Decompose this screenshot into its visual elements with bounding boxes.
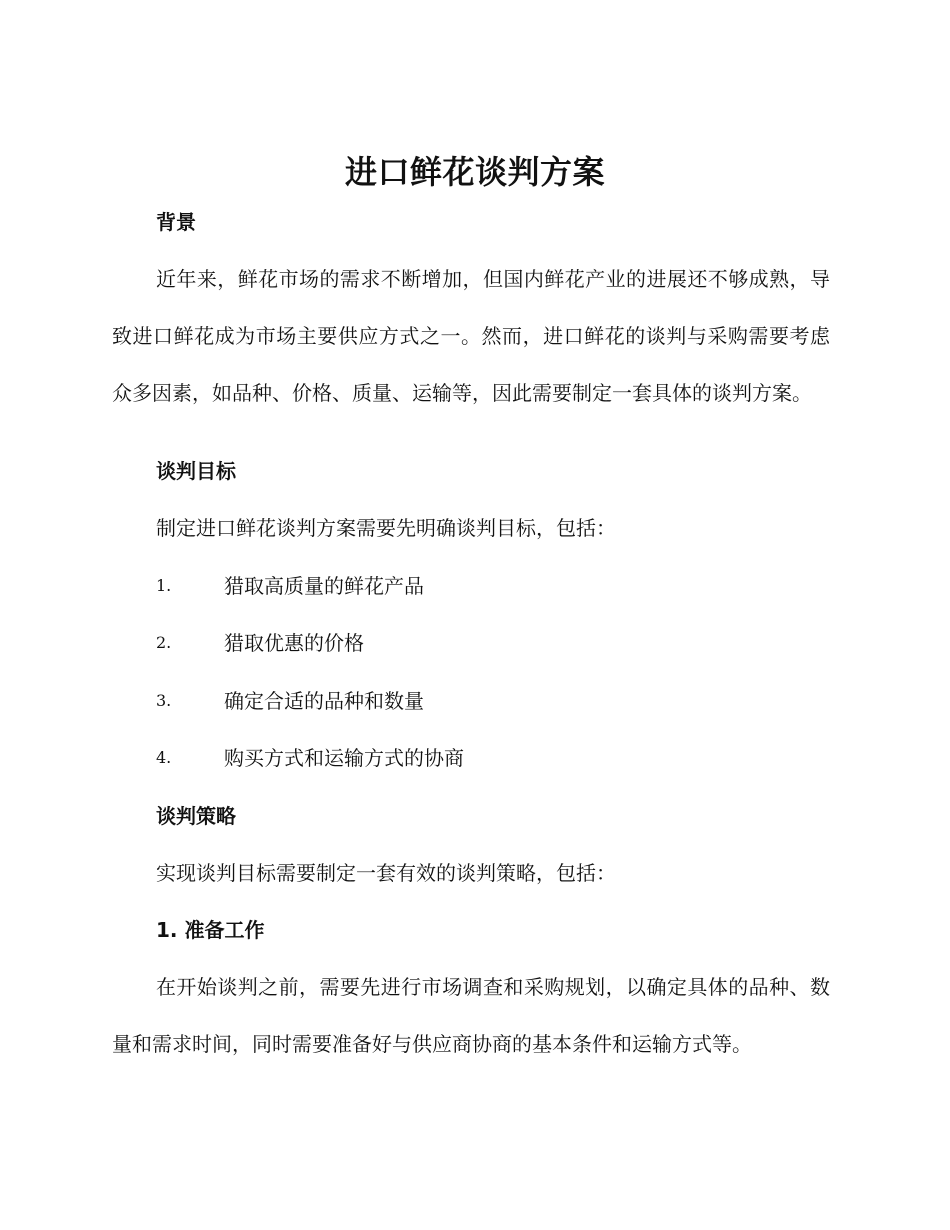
list-item xyxy=(156,743,464,773)
list-text: 猎取优惠的价格 xyxy=(224,631,364,655)
section-heading-goals: 谈判目标 xyxy=(156,459,236,483)
list-number: 2. xyxy=(156,633,172,652)
list-text: 确定合适的品种和数量 xyxy=(224,689,424,713)
list-number: 4. xyxy=(156,748,172,767)
list-number: 3. xyxy=(156,691,172,710)
list-text: 猎取高质量的鲜花产品 xyxy=(224,574,424,598)
list-item xyxy=(156,628,364,658)
section-heading-background: 背景 xyxy=(156,210,196,234)
subsection-heading-preparation: 1. 准备工作 xyxy=(156,918,265,942)
strategy-intro: 实现谈判目标需要制定一套有效的谈判策略，包括： xyxy=(156,861,616,885)
preparation-paragraph: 在开始谈判之前，需要先进行市场调查和采购规划，以确定具体的品种、数量和需求时间，同时需要准备好与供应商协商的基本条件和运输方式等。 xyxy=(112,975,830,1056)
list-item xyxy=(156,571,424,601)
background-paragraph: 近年来，鲜花市场的需求不断增加，但国内鲜花产业的进展还不够成熟，导致进口鲜花成为市场主要供应方式之一。然而，进口鲜花的谈判与采购需要考虑众多因素，如品种、价格、质量、运输等，因此需要制定一套具体的谈判方案。 xyxy=(112,267,830,405)
list-text: 购买方式和运输方式的协商 xyxy=(224,746,464,770)
document-title: 进口鲜花谈判方案 xyxy=(344,153,605,191)
section-heading-strategy: 谈判策略 xyxy=(156,804,236,828)
list-number: 1. xyxy=(156,576,172,595)
list-item xyxy=(156,686,424,716)
goals-intro: 制定进口鲜花谈判方案需要先明确谈判目标，包括： xyxy=(156,516,616,540)
